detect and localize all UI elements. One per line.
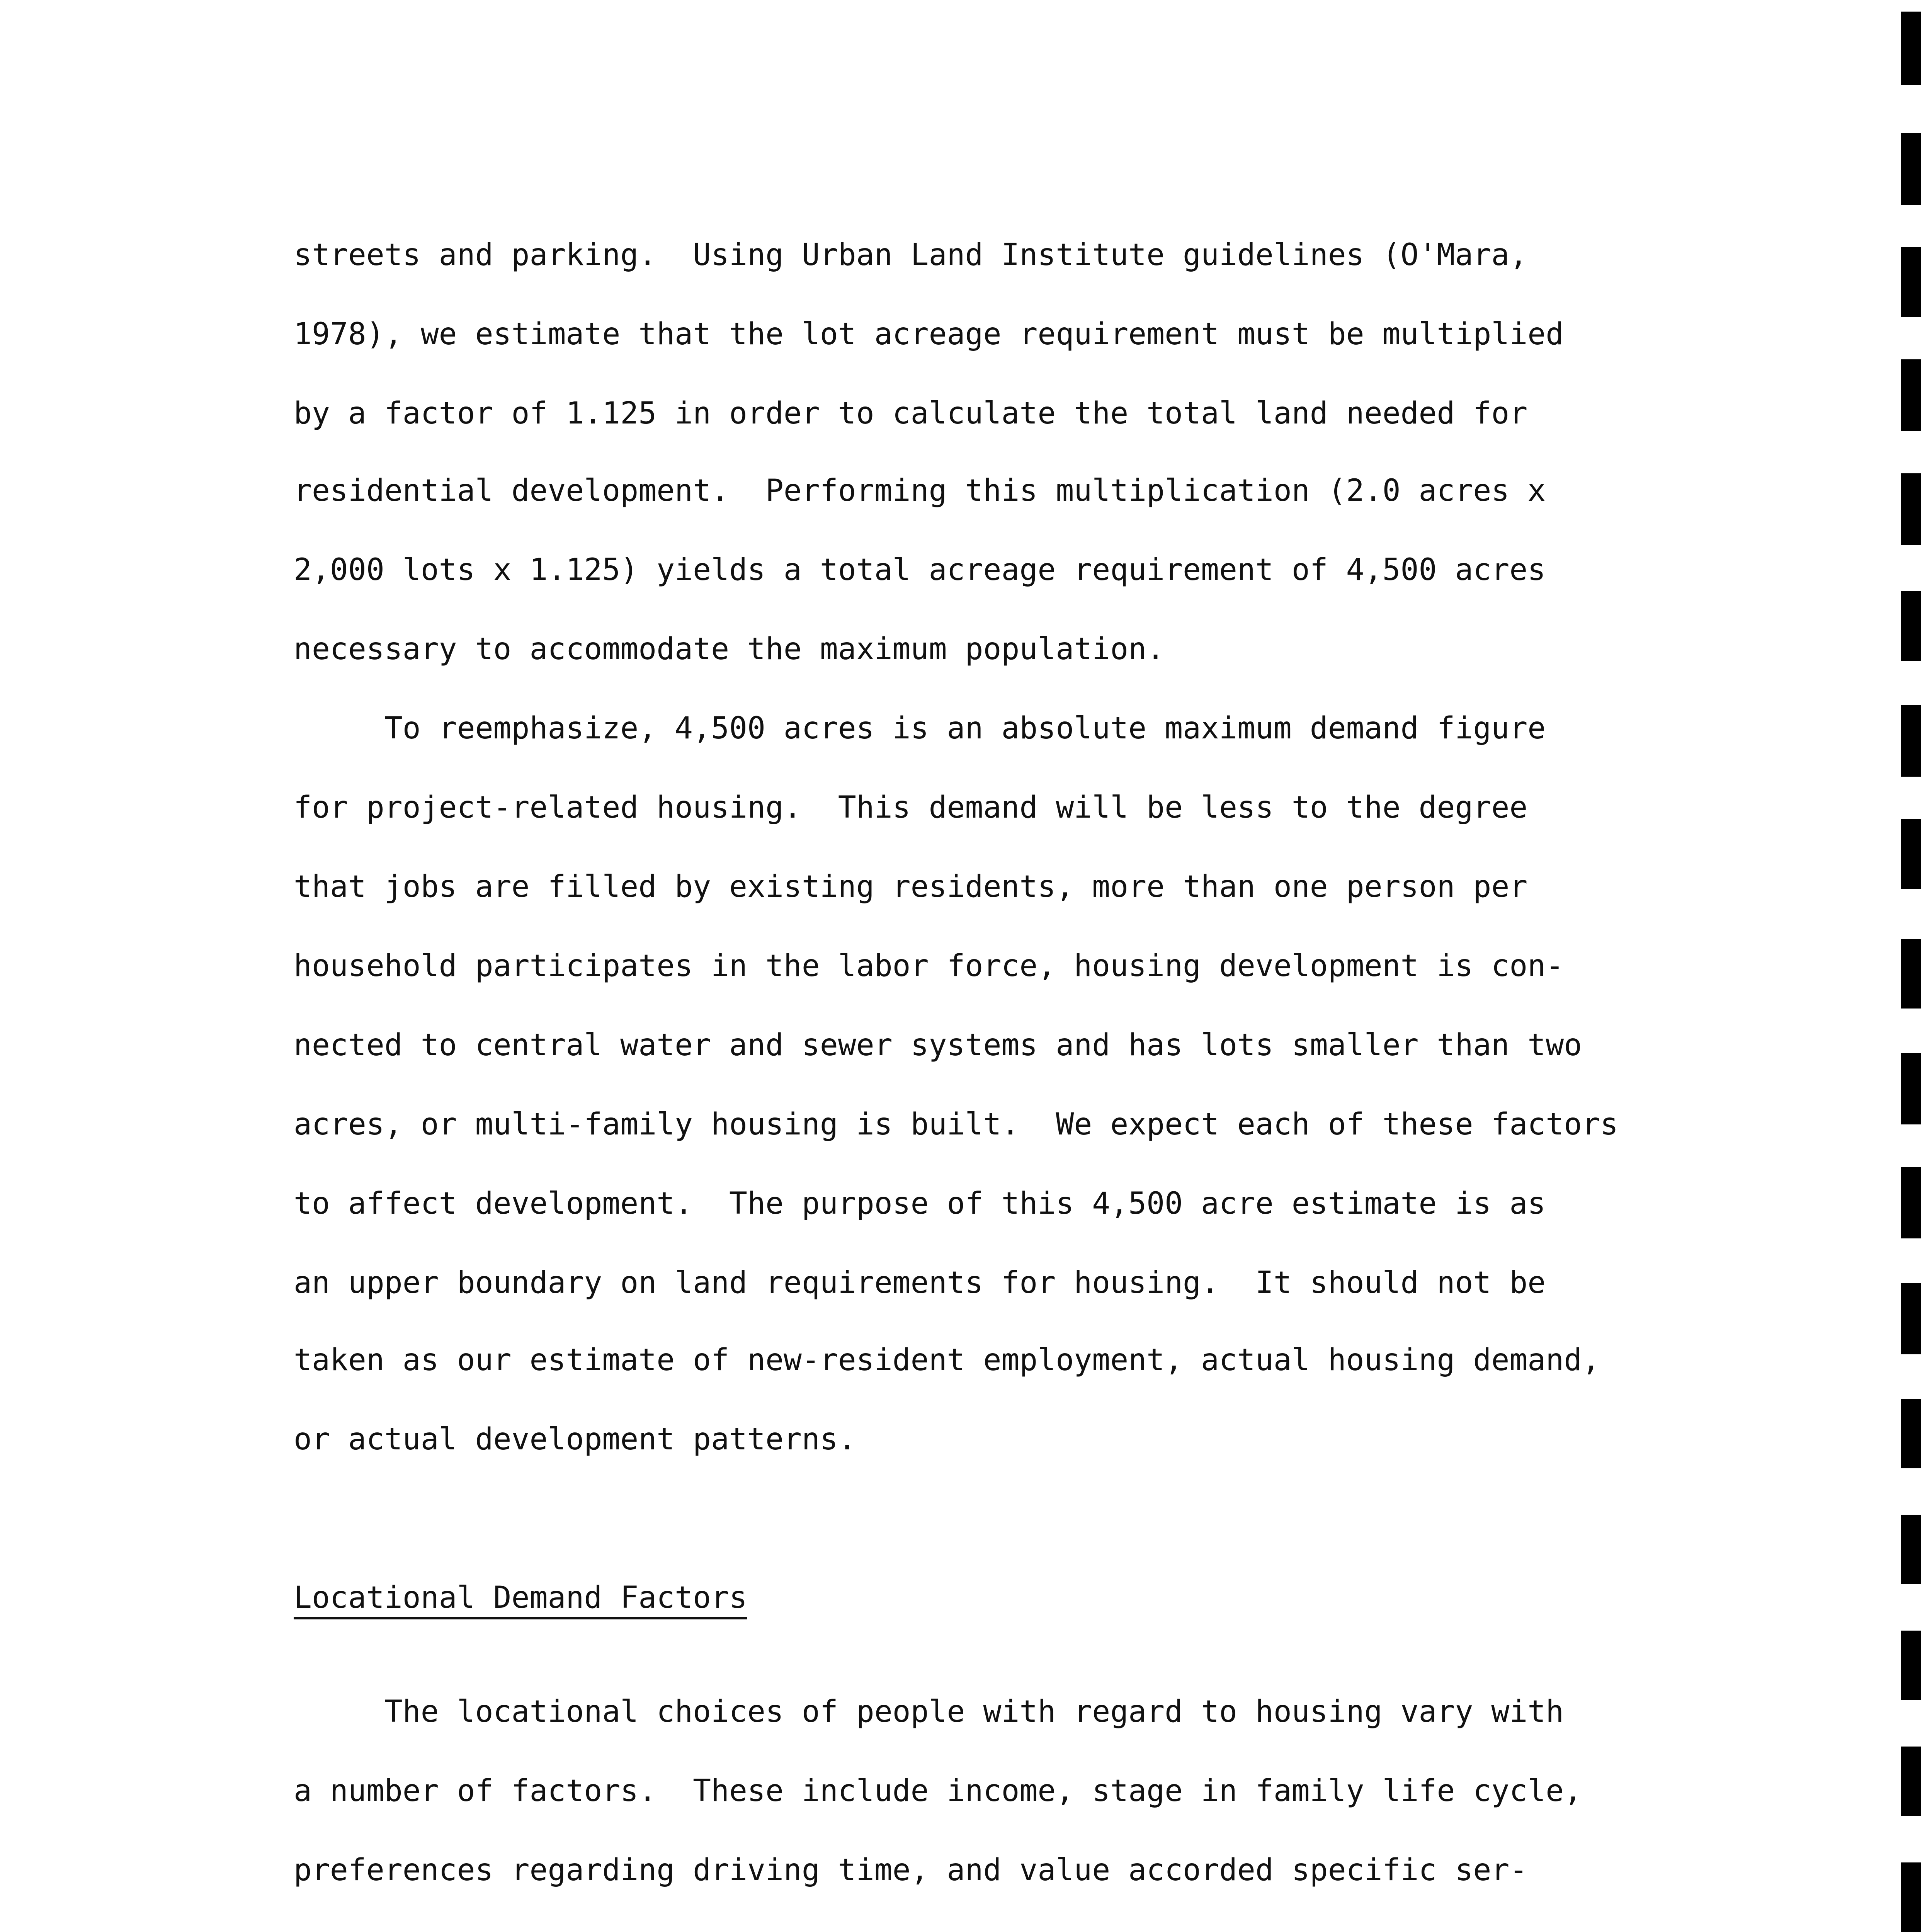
registration-mark xyxy=(1901,591,1921,661)
registration-mark xyxy=(1901,939,1921,1009)
registration-mark xyxy=(1901,1631,1921,1700)
text-line: a number of factors. These include income, stage in family life cycle, xyxy=(294,1774,1582,1808)
text-line: necessary to accommodate the maximum population. xyxy=(294,632,1165,667)
registration-mark xyxy=(1901,1053,1921,1124)
registration-mark xyxy=(1901,1399,1921,1468)
registration-mark xyxy=(1901,247,1921,317)
text-line: To reemphasize, 4,500 acres is an absolute maximum demand figure xyxy=(294,711,1546,746)
text-line: to affect development. The purpose of this 4,500 acre estimate is as xyxy=(294,1186,1546,1221)
registration-mark xyxy=(1901,1747,1921,1816)
registration-mark xyxy=(1901,359,1921,431)
registration-mark xyxy=(1901,12,1921,85)
text-line: streets and parking. Using Urban Land Institute guidelines (O'Mara, xyxy=(294,238,1528,272)
text-line: taken as our estimate of new-resident employment, actual housing demand, xyxy=(294,1343,1600,1378)
text-line: nected to central water and sewer systems and has lots smaller than two xyxy=(294,1028,1582,1063)
text-line: preferences regarding driving time, and value accorded specific ser- xyxy=(294,1853,1528,1888)
text-line xyxy=(294,1930,1600,1932)
text-line: household participates in the labor force, housing development is con- xyxy=(294,949,1564,983)
registration-mark xyxy=(1901,819,1921,889)
registration-mark xyxy=(1901,705,1921,777)
text-line: residential development. Performing this multiplication (2.0 acres x xyxy=(294,473,1546,508)
text-line: 1978), we estimate that the lot acreage requirement must be multiplied xyxy=(294,317,1564,352)
text-line: an upper boundary on land requirements for housing. It should not be xyxy=(294,1265,1546,1300)
text-line: by a factor of 1.125 in order to calculate the total land needed for xyxy=(294,396,1528,431)
registration-mark xyxy=(1901,133,1921,205)
text-line: for project-related housing. This demand will be less to the degree xyxy=(294,790,1528,825)
text-line: acres, or multi-family housing is built. We expect each of these factors xyxy=(294,1107,1619,1142)
text-line: The locational choices of people with regard to housing vary with xyxy=(294,1694,1564,1729)
text-line: or actual development patterns. xyxy=(294,1422,856,1457)
registration-mark xyxy=(1901,1515,1921,1584)
registration-mark xyxy=(1901,1167,1921,1238)
registration-mark xyxy=(1901,1283,1921,1354)
text-line: 2,000 lots x 1.125) yields a total acreage requirement of 4,500 acres xyxy=(294,553,1546,587)
text-line: that jobs are filled by existing residents, more than one person per xyxy=(294,869,1528,904)
section-heading: Locational Demand Factors xyxy=(294,1578,747,1619)
registration-mark xyxy=(1901,1862,1921,1932)
registration-mark xyxy=(1901,473,1921,545)
